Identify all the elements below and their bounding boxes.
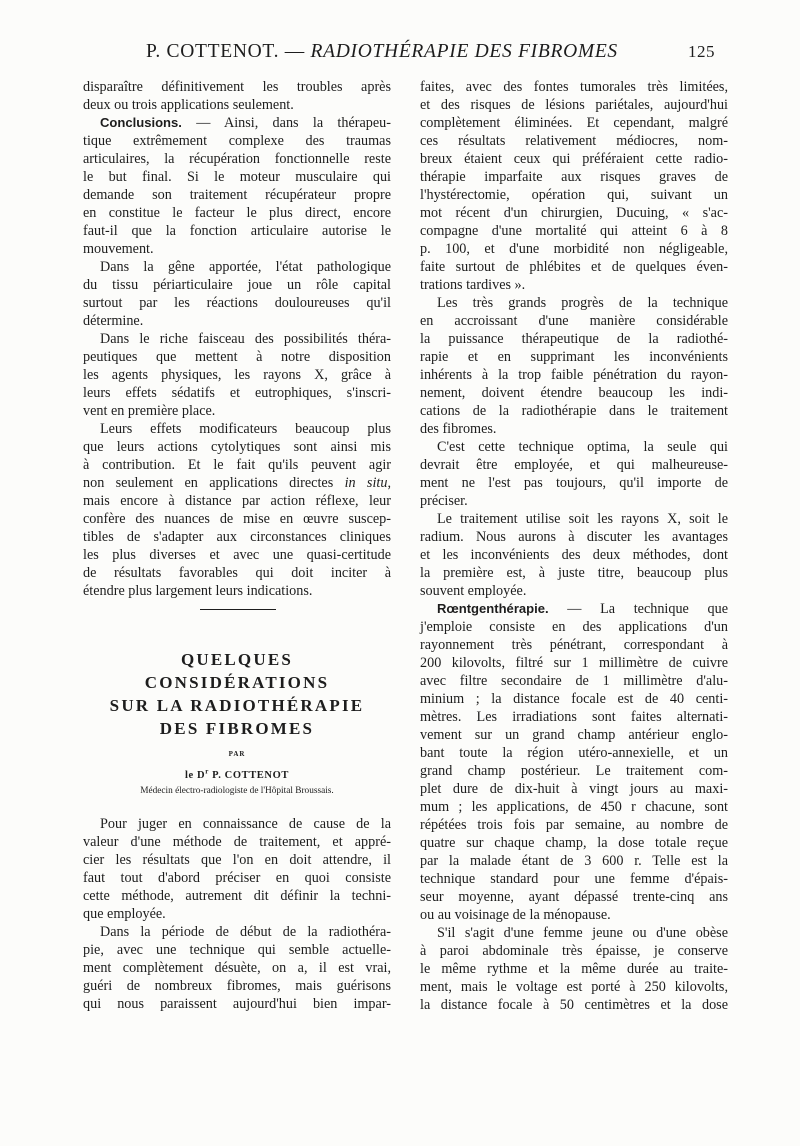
text-line: peutiques que mettent à notre disposition — [83, 349, 391, 365]
text-line: radium. Nous aurons à discuter les avantages — [420, 529, 728, 545]
text-line: tique extrêmement complexe des traumas — [83, 133, 391, 149]
line-text: , — [387, 475, 391, 491]
author-superscript: r — [205, 767, 209, 776]
text-line: cations de la radiothérapie dans le traitement — [420, 403, 728, 419]
text-line: pie, avec une technique qui semble actuelle- — [83, 942, 391, 958]
text-line: cette méthode, autrement dit définir la techni- — [83, 888, 391, 904]
paragraph — [83, 330, 391, 420]
text-line: 200 kilovolts, filtré sur 1 millimètre de cuivre — [420, 655, 728, 671]
text-line: en accroissant d'une manière considérable — [420, 313, 728, 329]
text-line: ces résultats relativement médiocres, nom- — [420, 133, 728, 149]
paragraph — [83, 923, 391, 1013]
article-title-line: SUR LA RADIOTHÉRAPIE — [109, 696, 365, 715]
author-name: P. COTTENOT — [208, 770, 289, 781]
text-line: la première est, à juste titre, beaucoup plus — [420, 565, 728, 581]
text-line: ment ne l'est pas toujours, qu'il importe de — [420, 475, 728, 491]
article-author — [83, 769, 391, 783]
text-line: faut-il que la fonction articulaire autorise le — [83, 223, 391, 239]
text-line: Pour juger en connaissance de cause de la — [100, 816, 391, 832]
text-line: du tissu périarticulaire joue un rôle capital — [83, 277, 391, 293]
paragraph — [83, 420, 391, 600]
text-line: l'hystérectomie, opération qui, suivant un — [420, 187, 728, 203]
text-line: des fibromes. — [420, 421, 497, 437]
text-line — [83, 474, 391, 492]
article-heading — [83, 648, 391, 798]
text-line: qui nous paraissent aujourd'hui bien impar- — [83, 996, 391, 1012]
text-line: demande son traitement récupérateur propre — [83, 187, 391, 203]
text-line: trations tardives ». — [420, 277, 526, 293]
text-line: vement sur un grand champ antérieur englo- — [420, 727, 728, 743]
author-affiliation: Médecin électro-radiologiste de l'Hôpital Broussais. — [140, 786, 334, 796]
text-line: mot récent d'un chirurgien, Ducuing, « s'ac- — [420, 205, 728, 221]
paragraph — [83, 114, 391, 258]
italic-term: in situ — [344, 475, 388, 491]
paragraph — [420, 438, 728, 510]
text-line: Les très grands progrès de la technique — [437, 295, 728, 311]
text-line: rapie et en supprimant les inconvénients — [420, 349, 728, 365]
text-line: ou au voisinage de la ménopause. — [420, 907, 611, 923]
text-line: nement, doivent étendre beaucoup les indi- — [420, 385, 728, 401]
text-line: faites, avec des fontes tumorales très limitées, — [420, 79, 728, 95]
text-line: les agents physiques, les rayons X, grâce à — [83, 367, 391, 383]
paragraph — [420, 510, 728, 600]
text-line: leurs effets sédatifs et eutrophiques, s'inscri- — [83, 385, 391, 401]
text-line: breux étaient ceux qui préféraient cette radio- — [420, 151, 728, 167]
text-line: faite surtout de phlébites et de quelques éven- — [420, 259, 728, 275]
text-line: compagne d'une mortalité qui atteint 6 à 8 — [420, 223, 728, 239]
text-line: souvent employée. — [420, 583, 527, 599]
text-line: le but final. Si le moteur musculaire qui — [83, 169, 391, 185]
text-line: Dans la gêne apportée, l'état pathologique — [100, 259, 391, 275]
text-line: devrait être employée, et qui malheureuse- — [420, 457, 728, 473]
text-line: Dans le riche faisceau des possibilités théra- — [100, 331, 391, 347]
text-line: surtout par les réactions douloureuses qu'il — [83, 295, 391, 311]
text-line: mum ; les applications, de 450 r chacune, sont — [420, 799, 728, 815]
text-line: la puissance thérapeutique de la radiothé- — [420, 331, 728, 347]
text-line: j'emploie consiste en des applications d'un — [420, 619, 728, 635]
running-head-title: RADIOTHÉRAPIE DES FIBROMES — [310, 41, 618, 62]
text-line: guéri de nombreux fibromes, mais guérisons — [83, 978, 391, 994]
text-line: deux ou trois applications seulement. — [83, 97, 294, 113]
text-line: Leurs effets modificateurs beaucoup plus — [100, 421, 391, 437]
line-text: non seulement en applications directes — [83, 475, 345, 491]
text-line: détermine. — [83, 313, 144, 329]
paragraph — [83, 78, 391, 114]
text-line: thérapie imparfaite aux risques graves de — [420, 169, 728, 185]
text-line: S'il s'agit d'une femme jeune ou d'une obèse — [437, 925, 728, 941]
text-line: inhérents à la trop faible pénétration du rayon- — [420, 367, 728, 383]
text-line: grand champ postérieur. Le traitement com- — [420, 763, 728, 779]
paragraph — [420, 924, 728, 1014]
author-prefix: le D — [185, 770, 206, 781]
text-line: rayonnement très pénétrant, correspondant à — [420, 637, 728, 653]
text-line: valeur d'une méthode de traitement, et appré- — [83, 834, 391, 850]
text-line: confère des nuances de mise en œuvre suscep- — [83, 511, 391, 527]
text-line: seur moyenne, ayant dépassé trente-cinq ans — [420, 889, 728, 905]
article-title-line: QUELQUES — [180, 650, 294, 669]
text-line: à contribution. Et le fait qu'ils peuvent agir — [83, 457, 391, 473]
text-line: le même rythme et la même durée au traite- — [420, 961, 728, 977]
text-line: faut tout d'abord préciser en quoi consiste — [83, 870, 391, 886]
paragraph — [420, 294, 728, 438]
page-number: 125 — [688, 42, 715, 61]
text-line — [420, 600, 728, 618]
text-line: Dans la période de début de la radiothéra- — [100, 924, 391, 940]
text-line: cier les résultats que l'on en doit attendre, il — [83, 852, 391, 868]
text-line: en constitue le facteur le plus direct, encore — [83, 205, 391, 221]
paragraph — [83, 258, 391, 330]
run-in-heading: Rœntgenthérapie. — [437, 601, 549, 616]
running-head-author: P. COTTENOT. — — [146, 41, 311, 62]
text-line: que leurs actions cytolytiques sont ainsi mis — [83, 439, 391, 455]
text-line — [83, 114, 391, 132]
text-line: à paroi abdominale très épaisse, je conserve — [420, 943, 728, 959]
text-line: répétées trois fois par semaine, au nombre de — [420, 817, 728, 833]
text-line: bant toute la région utéro-annexielle, et un — [420, 745, 728, 761]
text-line: et les inconvénients des deux méthodes, dont — [420, 547, 728, 563]
text-line: mais encore à distance par action réflexe, leur — [83, 493, 391, 509]
text-line: les plus diverses et avec une quasi-certitude — [83, 547, 391, 563]
text-line: de résultats favorables qui doit inciter à — [83, 565, 391, 581]
text-line: mouvement. — [83, 241, 154, 257]
text-line: la distance focale à 50 centimètres et la dose — [420, 997, 728, 1013]
left-column-text-bottom — [83, 815, 391, 1013]
text-line: p. 100, et d'une morbidité non négligeable, — [420, 241, 728, 257]
text-line: technique standard pour une femme d'épais- — [420, 871, 728, 887]
text-line: tibles de s'adapter aux circonstances cliniques — [83, 529, 391, 545]
text-line: disparaître définitivement les troubles après — [83, 79, 391, 95]
text-line: préciser. — [420, 493, 468, 509]
byline-par: PAR — [228, 750, 246, 758]
text-line: quatre sur chaque champ, la dose totale reçue — [420, 835, 728, 851]
right-column-text — [420, 78, 728, 1014]
paragraph — [420, 78, 728, 294]
text-line: ment, mais le voltage est porté à 250 kilovolts, — [420, 979, 728, 995]
text-line: plet dure de dix-huit à vingt jours au maxi- — [420, 781, 728, 797]
run-in-heading: Conclusions. — [100, 115, 182, 130]
text-line: minium ; la distance focale est de 40 centi- — [420, 691, 728, 707]
line-text: — La technique que — [548, 601, 728, 617]
text-line: mètres. Les irradiations sont faites alternati- — [420, 709, 728, 725]
text-line: articulaires, la récupération fonctionnelle reste — [83, 151, 391, 167]
text-line: et des risques de lésions pariétales, aujourd'hui — [420, 97, 728, 113]
text-line: C'est cette technique optima, la seule qui — [437, 439, 728, 455]
section-divider — [200, 609, 276, 610]
running-head — [146, 38, 678, 66]
text-line: ment complètement désuète, on a, il est vrai, — [83, 960, 391, 976]
text-line: étendre plus largement leurs indications. — [83, 583, 313, 599]
text-line: avec filtre secondaire de 1 millimètre d'alu- — [420, 673, 728, 689]
text-line: complètement éliminées. Et cependant, malgré — [420, 115, 728, 131]
text-line: Le traitement utilise soit les rayons X, soit le — [437, 511, 728, 527]
text-line: par la malade étant de 3 600 r. Telle est la — [420, 853, 728, 869]
line-text: — Ainsi, dans la thérapeu- — [181, 115, 391, 131]
text-line: vent en première place. — [83, 403, 216, 419]
left-column-text-top — [83, 78, 391, 600]
article-title-line: DES FIBROMES — [159, 719, 315, 738]
article-title-line: CONSIDÉRATIONS — [144, 673, 330, 692]
text-line: que employée. — [83, 906, 166, 922]
paragraph — [420, 600, 728, 924]
paragraph — [83, 815, 391, 923]
